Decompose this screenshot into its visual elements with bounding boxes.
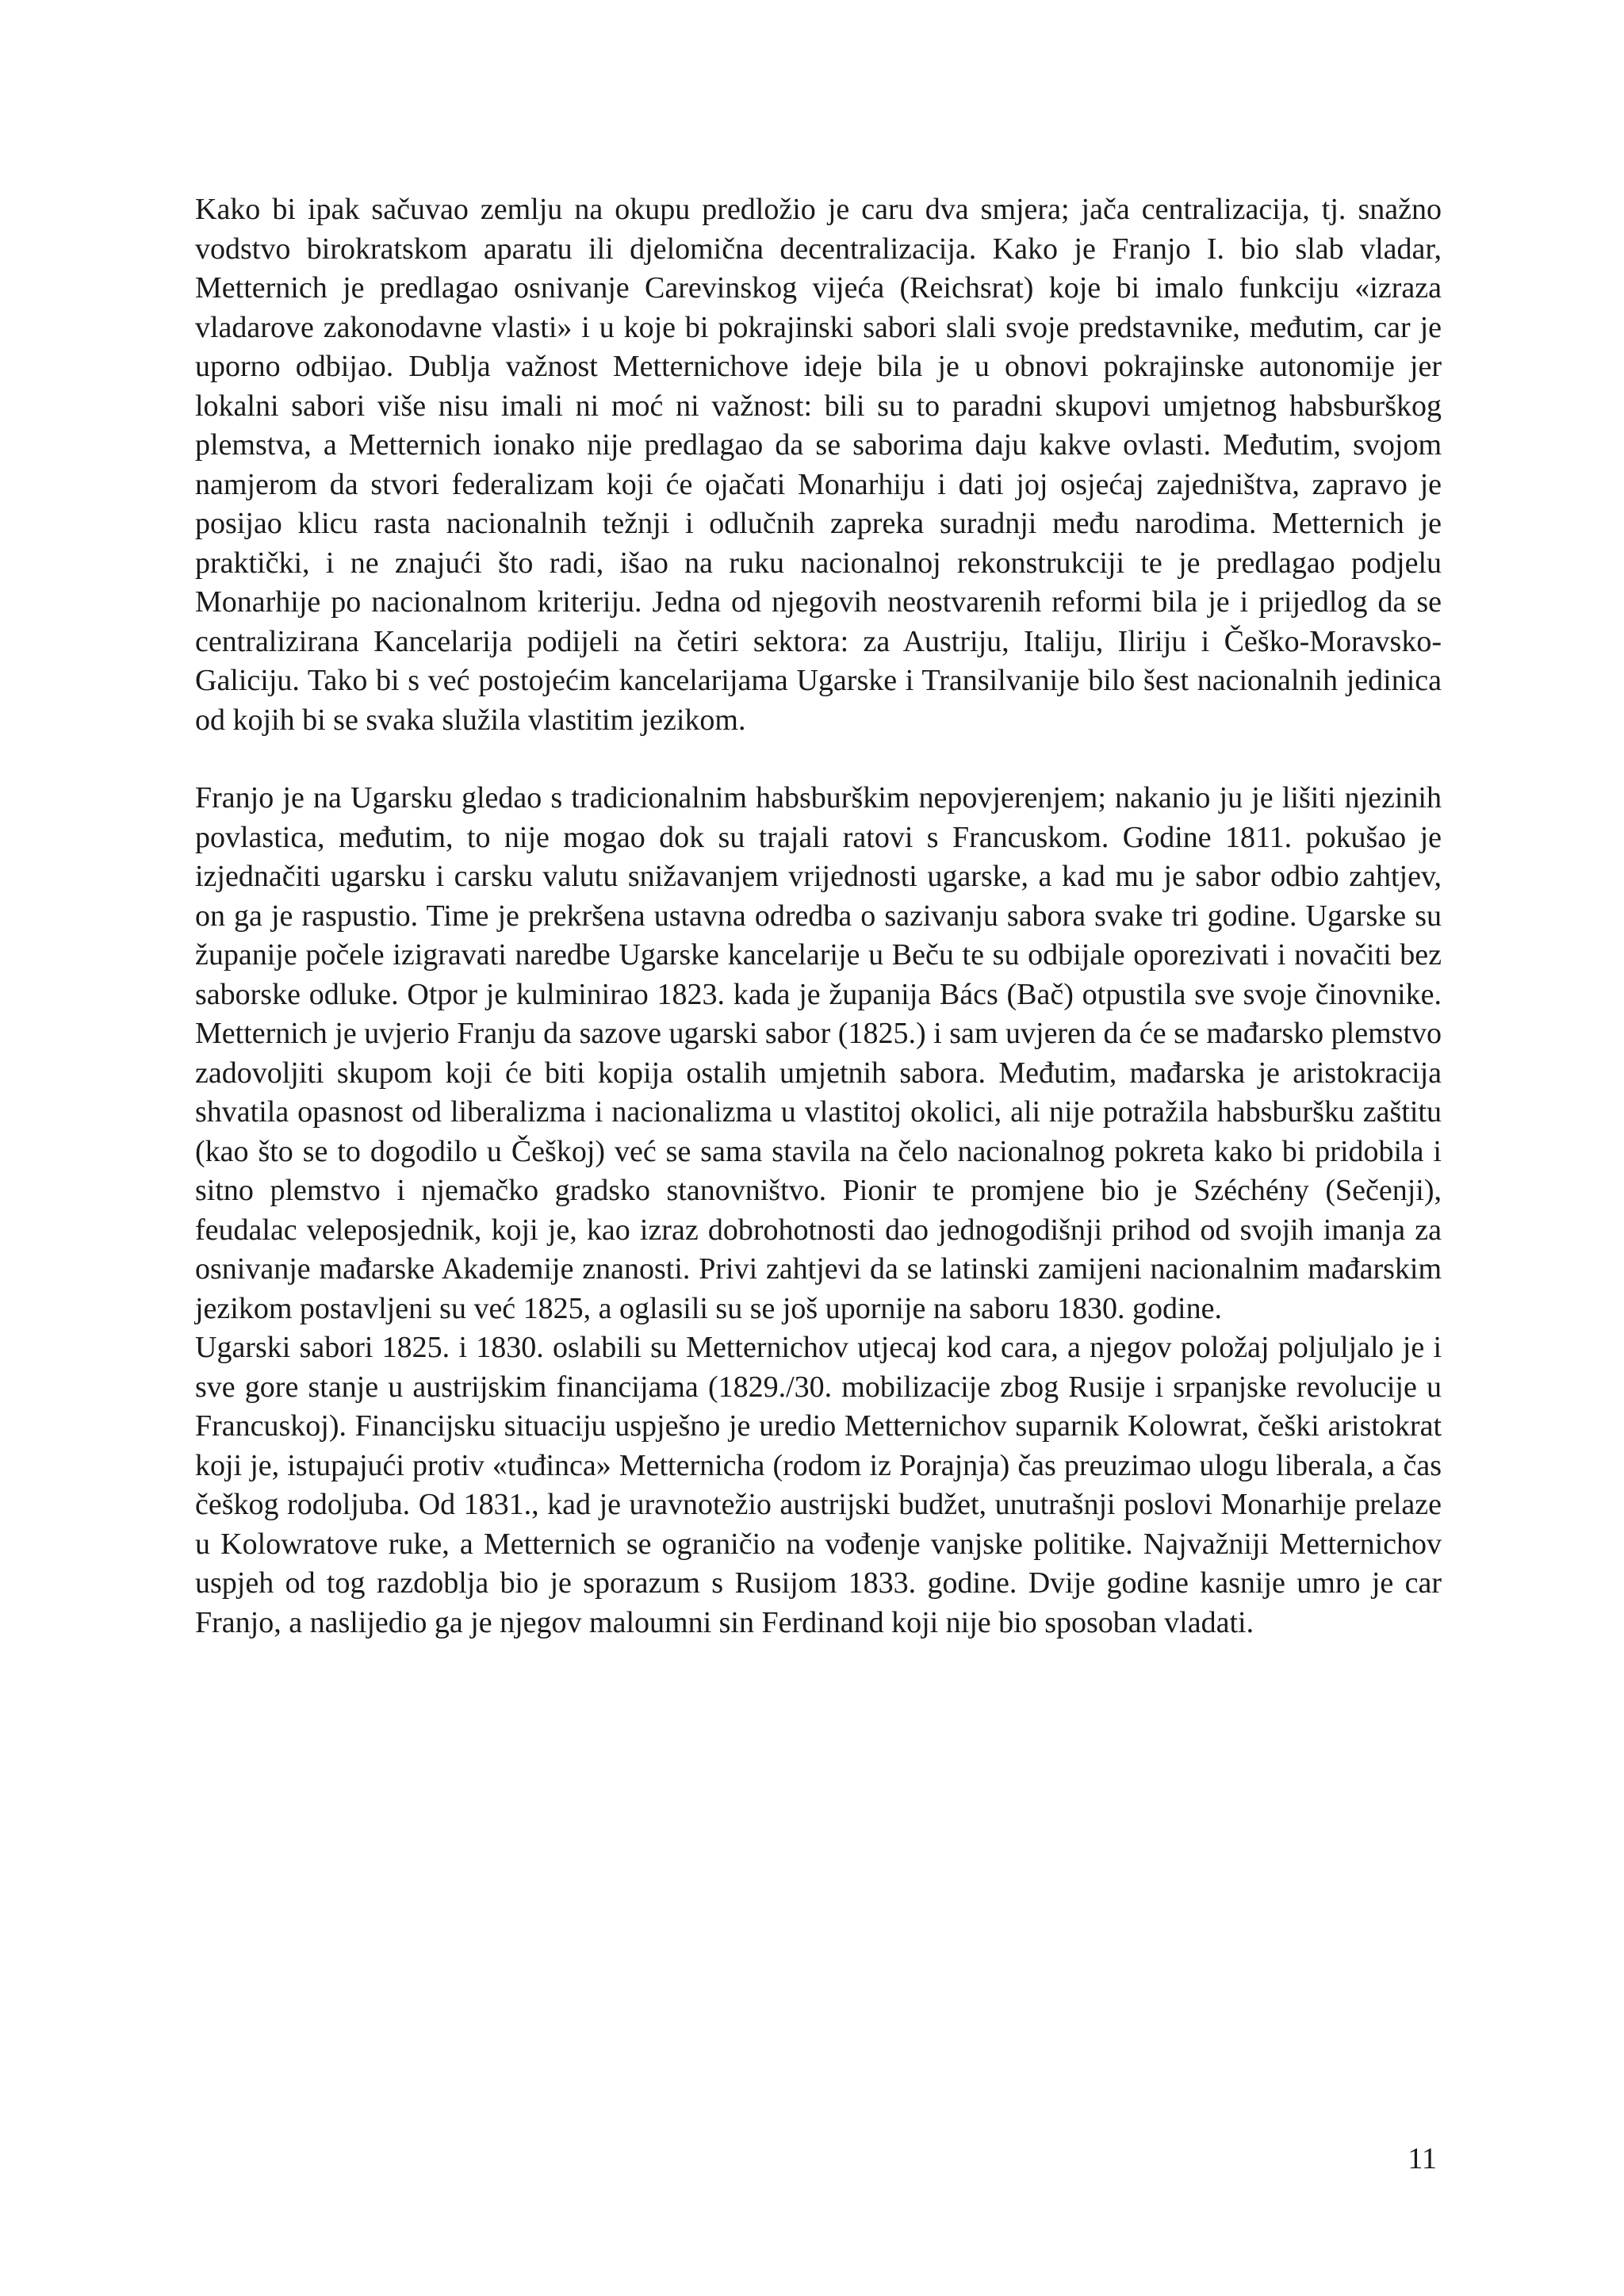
body-text (195, 190, 1442, 1642)
paragraph-spacer (195, 740, 1442, 779)
page-number: 11 (1408, 2142, 1437, 2175)
paragraph-3: Ugarski sabori 1825. i 1830. oslabili su Metternichov utjecaj kod cara, a njegov položaj poljuljalo je i sve gore stanje u austrijskim financijama (1829./30. mobilizacije zbog Rusije i srpanjske revolucije u Francuskoj). Financijsku situaciju uspješno je uredio Metternichov suparnik Kolowrat, češki aristokrat koji je, istupajući protiv «tuđinca» Metternicha (rodom iz Porajnja) čas preuzimao ulogu liberala, a čas češkog rodoljuba. Od 1831., kad je uravnotežio austrijski budžet, unutrašnji poslovi Monarhije prelaze u Kolowratove ruke, a Metternich se ograničio na vođenje vanjske politike. Najvažniji Metternichov uspjeh od tog razdoblja bio je sporazum s Rusijom 1833. godine. Dvije godine kasnije umro je car Franjo, a naslijedio ga je njegov maloumni sin Ferdinand koji nije bio sposoban vladati. (195, 1331, 1442, 1639)
paragraph-2: Franjo je na Ugarsku gledao s tradicionalnim habsburškim nepovjerenjem; nakanio ju je lišiti njezinih povlastica, međutim, to nije mogao dok su trajali ratovi s Francuskom. Godine 1811. pokušao je izjednačiti ugarsku i carsku valutu snižavanjem vrijednosti ugarske, a kad mu je sabor odbio zahtjev, on ga je raspustio. Time je prekršena ustavna odredba o sazivanju sabora svake tri godine. Ugarske su županije počele izigravati naredbe Ugarske kancelarije u Beču te su odbijale oporezivati i novačiti bez saborske odluke. Otpor je kulminirao 1823. kada je županija Bács (Bač) otpustila sve svoje činovnike. Metternich je uvjerio Franju da sazove ugarski sabor (1825.) i sam uvjeren da će se mađarsko plemstvo zadovoljiti skupom koji će biti kopija ostalih umjetnih sabora. Međutim, mađarska je aristokracija shvatila opasnost od liberalizma i nacionalizma u vlastitoj okolici, ali nije potražila habsburšku zaštitu (kao što se to dogodilo u Češkoj) već se sama stavila na čelo nacionalnog pokreta kako bi pridobila i sitno plemstvo i njemačko gradsko stanovništvo. Pionir te promjene bio je Széchény (Sečenji), feudalac veleposjednik, koji je, kao izraz dobrohotnosti dao jednogodišnji prihod od svojih imanja za osnivanje mađarske Akademije znanosti. Privi zahtjevi da se latinski zamijeni nacionalnim mađarskim jezikom postavljeni su već 1825, a oglasili su se još upornije na saboru 1830. godine. (195, 781, 1442, 1325)
paragraph-1: Kako bi ipak sačuvao zemlju na okupu predložio je caru dva smjera; jača centralizacija, tj. snažno vodstvo birokratskom aparatu ili djelomična decentralizacija. Kako je Franjo I. bio slab vladar, Metternich je predlagao osnivanje Carevinskog vijeća (Reichsrat) koje bi imalo funkciju «izraza vladarove zakonodavne vlasti» i u koje bi pokrajinski sabori slali svoje predstavnike, međutim, car je uporno odbijao. Dublja važnost Metternichove ideje bila je u obnovi pokrajinske autonomije jer lokalni sabori više nisu imali ni moć ni važnost: bili su to paradni skupovi umjetnog habsburškog plemstva, a Metternich ionako nije predlagao da se saborima daju kakve ovlasti. Međutim, svojom namjerom da stvori federalizam koji će ojačati Monarhiju i dati joj osjećaj zajedništva, zapravo je posijao klicu rasta nacionalnih težnji i odlučnih zapreka suradnji među narodima. Metternich je praktički, i ne znajući što radi, išao na ruku nacionalnoj rekonstrukciji te je predlagao podjelu Monarhije po nacionalnom kriteriju. Jedna od njegovih neostvarenih reformi bila je i prijedlog da se centralizirana Kancelarija podijeli na četiri sektora: za Austriju, Italiju, Iliriju i Češko-Moravsko-Galiciju. Tako bi s već postojećim kancelarijama Ugarske i Transilvanije bilo šest nacionalnih jedinica od kojih bi se svaka služila vlastitim jezikom. (195, 193, 1442, 737)
